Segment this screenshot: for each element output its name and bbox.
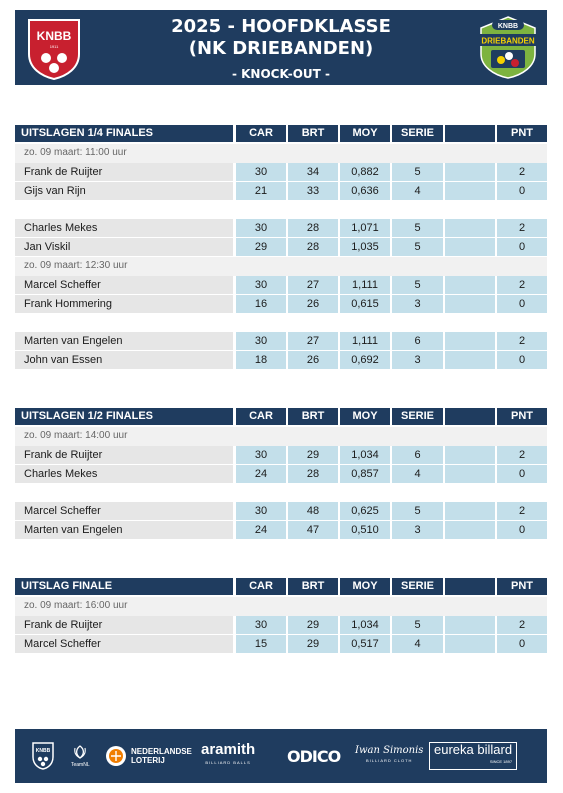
col-brt-header: BRT [288,578,338,595]
blank-cell [445,521,495,539]
blank-cell [445,219,495,237]
blank-cell [445,163,495,181]
quarter-finals-section [15,125,547,370]
brt-value: 48 [288,502,338,520]
table-row [15,465,547,484]
player-name: Marcel Scheffer [15,635,233,653]
table-row [15,163,547,182]
brt-value: 47 [288,521,338,539]
col-pnt-header: PNT [497,578,547,595]
eureka-logo [429,729,517,783]
col-serie-header: SERIE [392,408,443,425]
aramith-sub: BILLIARD BALLS [205,760,251,765]
serie-value: 5 [392,238,443,256]
semi-finals-section [15,408,547,540]
pnt-value: 0 [497,465,547,483]
moy-value: 0,517 [340,635,390,653]
moy-value: 1,111 [340,332,390,350]
col-car-header: CAR [236,125,286,142]
table-header [15,578,547,597]
serie-value: 3 [392,295,443,313]
car-value: 30 [236,276,286,294]
page-header [15,10,547,85]
match-date-text: zo. 09 maart: 14:00 uur [24,430,128,441]
match-date-text: zo. 09 maart: 16:00 uur [24,600,128,611]
table-header [15,125,547,144]
table-row [15,502,547,521]
moy-value: 1,034 [340,446,390,464]
car-value: 30 [236,219,286,237]
col-moy-header: MOY [340,408,390,425]
pnt-value: 2 [497,163,547,181]
brt-value: 33 [288,182,338,200]
pnt-value: 2 [497,332,547,350]
match-date-text: zo. 09 maart: 11:00 uur [24,147,127,158]
serie-value: 4 [392,465,443,483]
knbb-logo-year: 1911 [49,44,59,49]
brt-value: 29 [288,635,338,653]
drie-logo-band: DRIEBANDEN [481,36,535,46]
moy-value: 0,882 [340,163,390,181]
player-name: Gijs van Rijn [15,182,233,200]
table-row [15,351,547,370]
table-row [15,521,547,540]
col-car-header: CAR [236,408,286,425]
player-name: Frank Hommering [15,295,233,313]
match-date [15,597,547,616]
spacer [15,314,547,332]
moy-value: 0,857 [340,465,390,483]
moy-value: 0,510 [340,521,390,539]
spacer [15,201,547,219]
moy-value: 1,034 [340,616,390,634]
col-brt-header: BRT [288,408,338,425]
brt-value: 27 [288,332,338,350]
player-name: Charles Mekes [15,465,233,483]
pnt-value: 2 [497,219,547,237]
spacer [15,484,547,502]
match-date [15,257,547,276]
car-value: 30 [236,502,286,520]
col-brt-header: BRT [288,125,338,142]
pnt-value: 0 [497,295,547,313]
match-date [15,144,547,163]
player-name: Jan Viskil [15,238,233,256]
brt-value: 29 [288,616,338,634]
player-name: Marten van Engelen [15,521,233,539]
col-pnt-header: PNT [497,408,547,425]
player-name: Marten van Engelen [15,332,233,350]
brt-value: 26 [288,295,338,313]
table-row [15,276,547,295]
tulip-icon [71,744,89,762]
section-title: UITSLAGEN 1/4 FINALES [15,125,233,142]
col-pnt-header: PNT [497,125,547,142]
brt-value: 26 [288,351,338,369]
table-row [15,238,547,257]
serie-value: 4 [392,182,443,200]
col-moy-header: MOY [340,578,390,595]
teamnl-text: TeamNL [71,762,90,768]
blank-cell [445,465,495,483]
car-value: 30 [236,616,286,634]
knbb-logo-text: KNBB [36,29,72,43]
brt-value: 28 [288,238,338,256]
col-blank-header [445,408,495,425]
moy-value: 0,636 [340,182,390,200]
blank-cell [445,616,495,634]
car-value: 30 [236,446,286,464]
simonis-text: Iwan Simonis [355,745,424,756]
loterij-logo [105,729,192,783]
drie-logo-top: KNBB [497,23,519,30]
table-row [15,219,547,238]
serie-value: 6 [392,446,443,464]
blank-cell [445,446,495,464]
blank-cell [445,276,495,294]
match-date [15,427,547,446]
col-serie-header: SERIE [392,125,443,142]
aramith-text: aramith [201,741,256,758]
car-value: 30 [236,332,286,350]
simonis-block [355,746,423,766]
pnt-value: 0 [497,521,547,539]
pnt-value: 0 [497,351,547,369]
simonis-sub: BILLIARD CLOTH [365,758,413,763]
blank-cell [445,332,495,350]
serie-value: 5 [392,163,443,181]
loterij-line2: LOTERIJ [131,756,165,765]
moy-value: 1,071 [340,219,390,237]
pnt-value: 0 [497,635,547,653]
table-row [15,295,547,314]
car-value: 30 [236,163,286,181]
car-value: 29 [236,238,286,256]
table-row [15,446,547,465]
table-row [15,635,547,654]
eureka-sub: SINCE 1897 [489,759,513,764]
sponsor-footer [15,729,547,783]
loterij-sun-icon [105,745,127,767]
eureka-text: eureka billard [434,742,513,757]
aramith-block [201,743,255,769]
player-name: Frank de Ruijter [15,616,233,634]
brt-value: 28 [288,219,338,237]
moy-value: 1,035 [340,238,390,256]
serie-value: 5 [392,616,443,634]
car-value: 21 [236,182,286,200]
odico-text: ODICO [287,746,341,766]
car-value: 15 [236,635,286,653]
brt-value: 34 [288,163,338,181]
serie-value: 5 [392,502,443,520]
player-name: John van Essen [15,351,233,369]
col-blank-header [445,125,495,142]
player-name: Frank de Ruijter [15,446,233,464]
moy-value: 0,615 [340,295,390,313]
driebanden-logo [475,14,541,80]
section-title: UITSLAG FINALE [15,578,233,595]
player-name: Marcel Scheffer [15,502,233,520]
blank-cell [445,295,495,313]
moy-value: 0,625 [340,502,390,520]
moy-value: 0,692 [340,351,390,369]
pnt-value: 2 [497,616,547,634]
knbb-small-text: KNBB [35,748,51,754]
pnt-value: 2 [497,276,547,294]
serie-value: 3 [392,521,443,539]
loterij-line1: NEDERLANDSE [131,747,192,756]
knbb-shield-logo [25,16,83,80]
brt-value: 28 [288,465,338,483]
brt-value: 29 [288,446,338,464]
table-row [15,182,547,201]
title-block [105,16,457,82]
brt-value: 27 [288,276,338,294]
pnt-value: 0 [497,182,547,200]
car-value: 24 [236,465,286,483]
knbb-sponsor-logo [31,729,55,783]
page-title-line1: 2025 - HOOFDKLASSE [171,16,391,37]
aramith-logo [201,729,255,783]
car-value: 16 [236,295,286,313]
blank-cell [445,351,495,369]
car-value: 24 [236,521,286,539]
col-blank-header [445,578,495,595]
blank-cell [445,238,495,256]
serie-value: 5 [392,276,443,294]
moy-value: 1,111 [340,276,390,294]
serie-value: 6 [392,332,443,350]
serie-value: 4 [392,635,443,653]
serie-value: 5 [392,219,443,237]
serie-value: 3 [392,351,443,369]
loterij-text [131,747,192,765]
final-section [15,578,547,654]
player-name: Frank de Ruijter [15,163,233,181]
page-subtitle: - KNOCK-OUT - [231,67,331,81]
match-date-text: zo. 09 maart: 12:30 uur [24,260,128,271]
car-value: 18 [236,351,286,369]
table-header [15,408,547,427]
pnt-value: 2 [497,502,547,520]
col-car-header: CAR [236,578,286,595]
player-name: Charles Mekes [15,219,233,237]
knbb-small-shield-icon [31,741,55,771]
page-title-line2: (NK DRIEBANDEN) [188,38,374,59]
blank-cell [445,182,495,200]
eureka-block [429,742,517,770]
pnt-value: 2 [497,446,547,464]
section-title: UITSLAGEN 1/2 FINALES [15,408,233,425]
col-moy-header: MOY [340,125,390,142]
teamnl-logo [71,729,90,783]
table-row [15,332,547,351]
player-name: Marcel Scheffer [15,276,233,294]
table-row [15,616,547,635]
pnt-value: 0 [497,238,547,256]
odico-logo [287,729,340,783]
col-serie-header: SERIE [392,578,443,595]
blank-cell [445,502,495,520]
simonis-logo [355,729,423,783]
blank-cell [445,635,495,653]
